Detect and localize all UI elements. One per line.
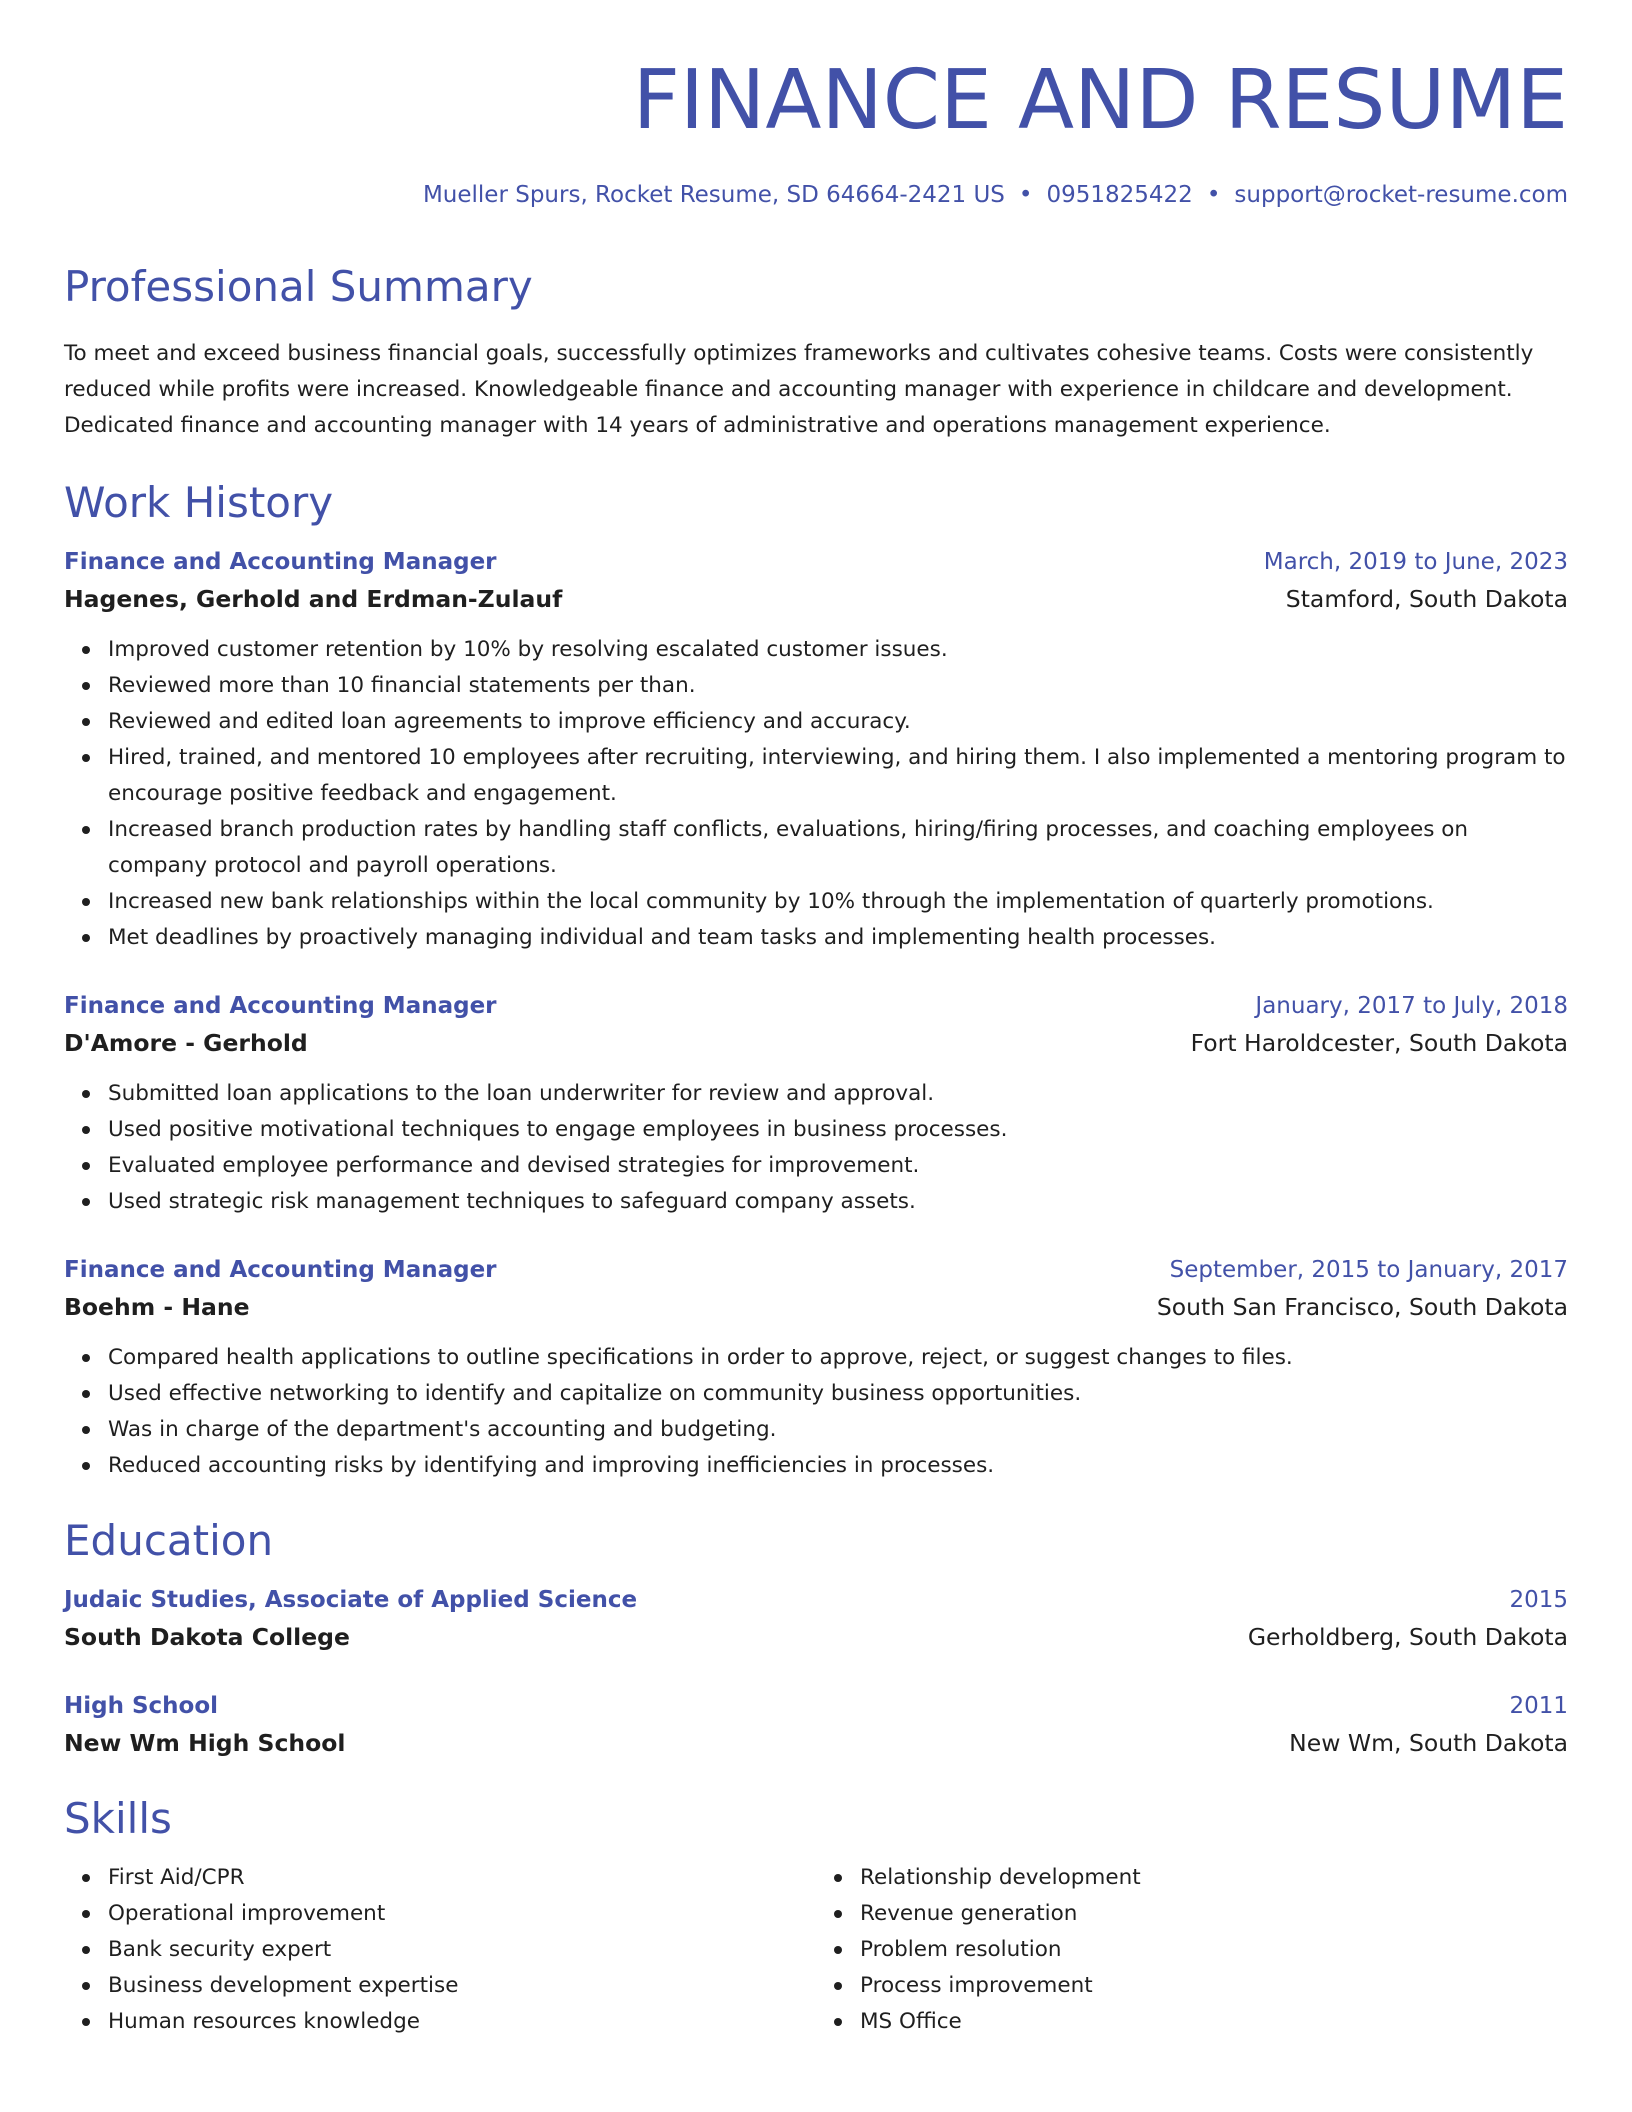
- job-entry: [64, 544, 1568, 956]
- skill-item: Bank security expert: [108, 1932, 816, 1968]
- job-company-row: [64, 1288, 1568, 1326]
- education-school: South Dakota College: [64, 1623, 350, 1651]
- education-year: 2015: [1509, 1587, 1568, 1613]
- contact-line: [64, 178, 1568, 212]
- job-bullet: Reviewed more than 10 financial statements per than.: [108, 668, 1568, 704]
- job-role: Finance and Accounting Manager: [64, 549, 497, 575]
- job-bullet: Improved customer retention by 10% by resolving escalated customer issues.: [108, 632, 1568, 668]
- contact-separator: •: [1018, 182, 1033, 208]
- education-degree: Judaic Studies, Associate of Applied Science: [64, 1587, 638, 1613]
- job-bullet: Used strategic risk management techniques to safeguard company assets.: [108, 1184, 1568, 1220]
- skills-column-left: [64, 1860, 816, 2040]
- job-location: South San Francisco, South Dakota: [1156, 1293, 1568, 1321]
- job-bullet: Was in charge of the department's accounting and budgeting.: [108, 1412, 1568, 1448]
- job-header-row: [64, 1252, 1568, 1288]
- job-bullets: [64, 632, 1568, 956]
- education-location: New Wm, South Dakota: [1289, 1729, 1568, 1757]
- job-bullet: Met deadlines by proactively managing individual and team tasks and implementing health processes.: [108, 920, 1568, 956]
- job-location: Stamford, South Dakota: [1285, 585, 1568, 613]
- skill-item: Process improvement: [860, 1968, 1568, 2004]
- job-bullet: Hired, trained, and mentored 10 employees after recruiting, interviewing, and hiring them. I also implemented a mentoring program to encourage positive feedback and engagement.: [108, 740, 1568, 812]
- job-company: Hagenes, Gerhold and Erdman-Zulauf: [64, 585, 563, 613]
- skill-item: First Aid/CPR: [108, 1860, 816, 1896]
- education-school: New Wm High School: [64, 1729, 346, 1757]
- job-company: D'Amore - Gerhold: [64, 1029, 308, 1057]
- skill-item: Problem resolution: [860, 1932, 1568, 1968]
- section-title-skills: Skills: [64, 1794, 172, 1843]
- education-degree: High School: [64, 1693, 219, 1719]
- skills-grid: [64, 1860, 1568, 2040]
- job-company-row: [64, 1024, 1568, 1062]
- education-school-row: [64, 1618, 1568, 1656]
- education-year: 2011: [1509, 1693, 1568, 1719]
- job-bullets: [64, 1076, 1568, 1220]
- skill-item: MS Office: [860, 2004, 1568, 2040]
- job-entry: [64, 1252, 1568, 1484]
- job-header-row: [64, 988, 1568, 1024]
- job-role: Finance and Accounting Manager: [64, 993, 497, 1019]
- job-dates: September, 2015 to January, 2017: [1169, 1257, 1568, 1283]
- skill-item: Revenue generation: [860, 1896, 1568, 1932]
- section-title-education: Education: [64, 1516, 274, 1565]
- job-bullet: Compared health applications to outline specifications in order to approve, reject, or suggest changes to files.: [108, 1340, 1568, 1376]
- job-company-row: [64, 580, 1568, 618]
- job-header-row: [64, 544, 1568, 580]
- job-bullet: Reduced accounting risks by identifying and improving inefficiencies in processes.: [108, 1448, 1568, 1484]
- contact-email: support@rocket-resume.com: [1234, 182, 1568, 208]
- job-dates: January, 2017 to July, 2018: [1255, 993, 1568, 1019]
- contact-phone: 0951825422: [1046, 182, 1193, 208]
- education-header-row: [64, 1688, 1568, 1724]
- education-entry: [64, 1582, 1568, 1656]
- job-bullets: [64, 1340, 1568, 1484]
- resume-name: FINANCE AND RESUME: [632, 53, 1568, 148]
- skills-column-right: [816, 1860, 1568, 2040]
- job-company: Boehm - Hane: [64, 1293, 250, 1321]
- skill-item: Operational improvement: [108, 1896, 816, 1932]
- job-bullet: Submitted loan applications to the loan underwriter for review and approval.: [108, 1076, 1568, 1112]
- education-header-row: [64, 1582, 1568, 1618]
- job-bullet: Increased branch production rates by handling staff conflicts, evaluations, hiring/firing processes, and coaching employees on company protocol and payroll operations.: [108, 812, 1568, 884]
- summary-text: To meet and exceed business financial goals, successfully optimizes frameworks and cultivates cohesive teams. Costs were consistently reduced while profits were increased. Knowledgeable finance and accounting manager with experience in childcare and development. Dedicated finance and accounting manager with 14 years of administrative and operations management experience.: [64, 341, 1534, 438]
- job-bullet: Used positive motivational techniques to engage employees in business processes.: [108, 1112, 1568, 1148]
- education-entry: [64, 1688, 1568, 1762]
- skill-item: Business development expertise: [108, 1968, 816, 2004]
- skill-item: Human resources knowledge: [108, 2004, 816, 2040]
- job-location: Fort Haroldcester, South Dakota: [1190, 1029, 1568, 1057]
- section-title-summary: Professional Summary: [64, 262, 533, 311]
- contact-separator: •: [1206, 182, 1221, 208]
- education-location: Gerholdberg, South Dakota: [1247, 1623, 1568, 1651]
- contact-address: Mueller Spurs, Rocket Resume, SD 64664-2421 US: [422, 182, 1005, 208]
- job-entry: [64, 988, 1568, 1220]
- section-title-work: Work History: [64, 478, 334, 527]
- job-bullet: Used effective networking to identify and capitalize on community business opportunities.: [108, 1376, 1568, 1412]
- job-dates: March, 2019 to June, 2023: [1263, 549, 1568, 575]
- job-bullet: Evaluated employee performance and devised strategies for improvement.: [108, 1148, 1568, 1184]
- education-school-row: [64, 1724, 1568, 1762]
- job-role: Finance and Accounting Manager: [64, 1257, 497, 1283]
- job-bullet: Reviewed and edited loan agreements to improve efficiency and accuracy.: [108, 704, 1568, 740]
- skill-item: Relationship development: [860, 1860, 1568, 1896]
- job-bullet: Increased new bank relationships within the local community by 10% through the implementation of quarterly promotions.: [108, 884, 1568, 920]
